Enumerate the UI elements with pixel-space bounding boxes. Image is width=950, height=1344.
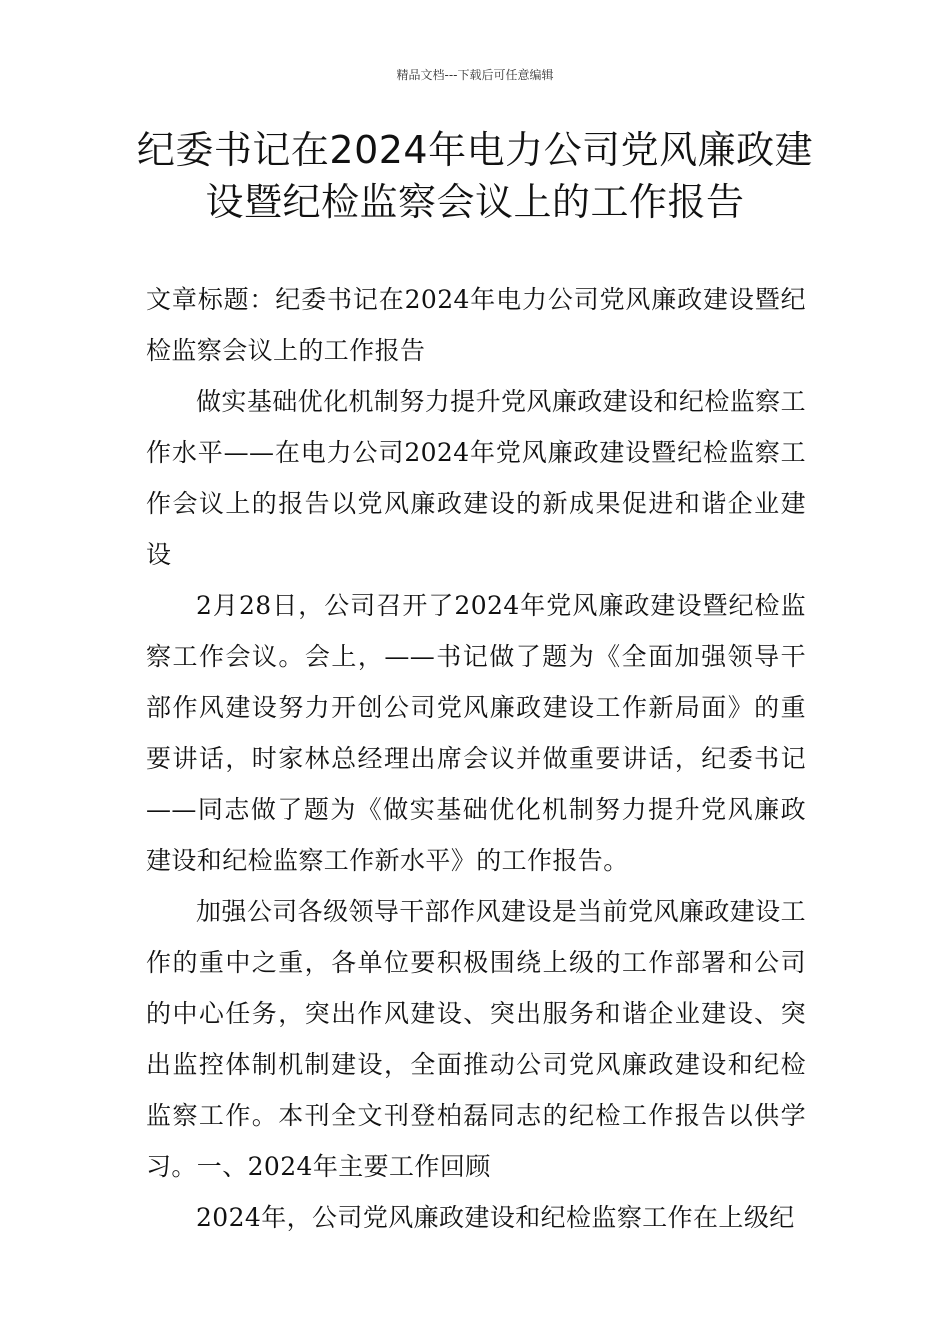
page-header-note: 精品文档---下载后可任意编辑 <box>396 68 554 82</box>
document-title: 纪委书记在2024年电力公司党风廉政建设暨纪检监察会议上的工作报告 <box>136 128 814 224</box>
paragraph-article-title: 文章标题：纪委书记在2024年电力公司党风廉政建设暨纪检监察会议上的工作报告 <box>146 285 806 365</box>
document-body <box>146 274 806 1243</box>
paragraph-meeting: 2月28日，公司召开了2024年党风廉政建设暨纪检监察工作会议。会上，——书记做了题为《全面加强领导干部作风建设努力开创公司党风廉政建设工作新局面》的重要讲话，时家林总经理出席会议并做重要讲话，纪委书记——同志做了题为《做实基础优化机制努力提升党风廉政建设和纪检监察工作新水平》的工作报告。 <box>146 591 806 875</box>
paragraph-emphasis: 加强公司各级领导干部作风建设是当前党风廉政建设工作的重中之重，各单位要积极围绕上级的工作部署和公司的中心任务，突出作风建设、突出服务和谐企业建设、突出监控体制机制建设，全面推动公司党风廉政建设和纪检监察工作。本刊全文刊登柏磊同志的纪检工作报告以供学习。一、2024年主要工作回顾 <box>146 897 806 1181</box>
paragraph-subtitle: 做实基础优化机制努力提升党风廉政建设和纪检监察工作水平——在电力公司2024年党风廉政建设暨纪检监察工作会议上的报告以党风廉政建设的新成果促进和谐企业建设 <box>146 387 806 569</box>
paragraph-review: 2024年，公司党风廉政建设和纪检监察工作在上级纪 <box>196 1203 795 1232</box>
